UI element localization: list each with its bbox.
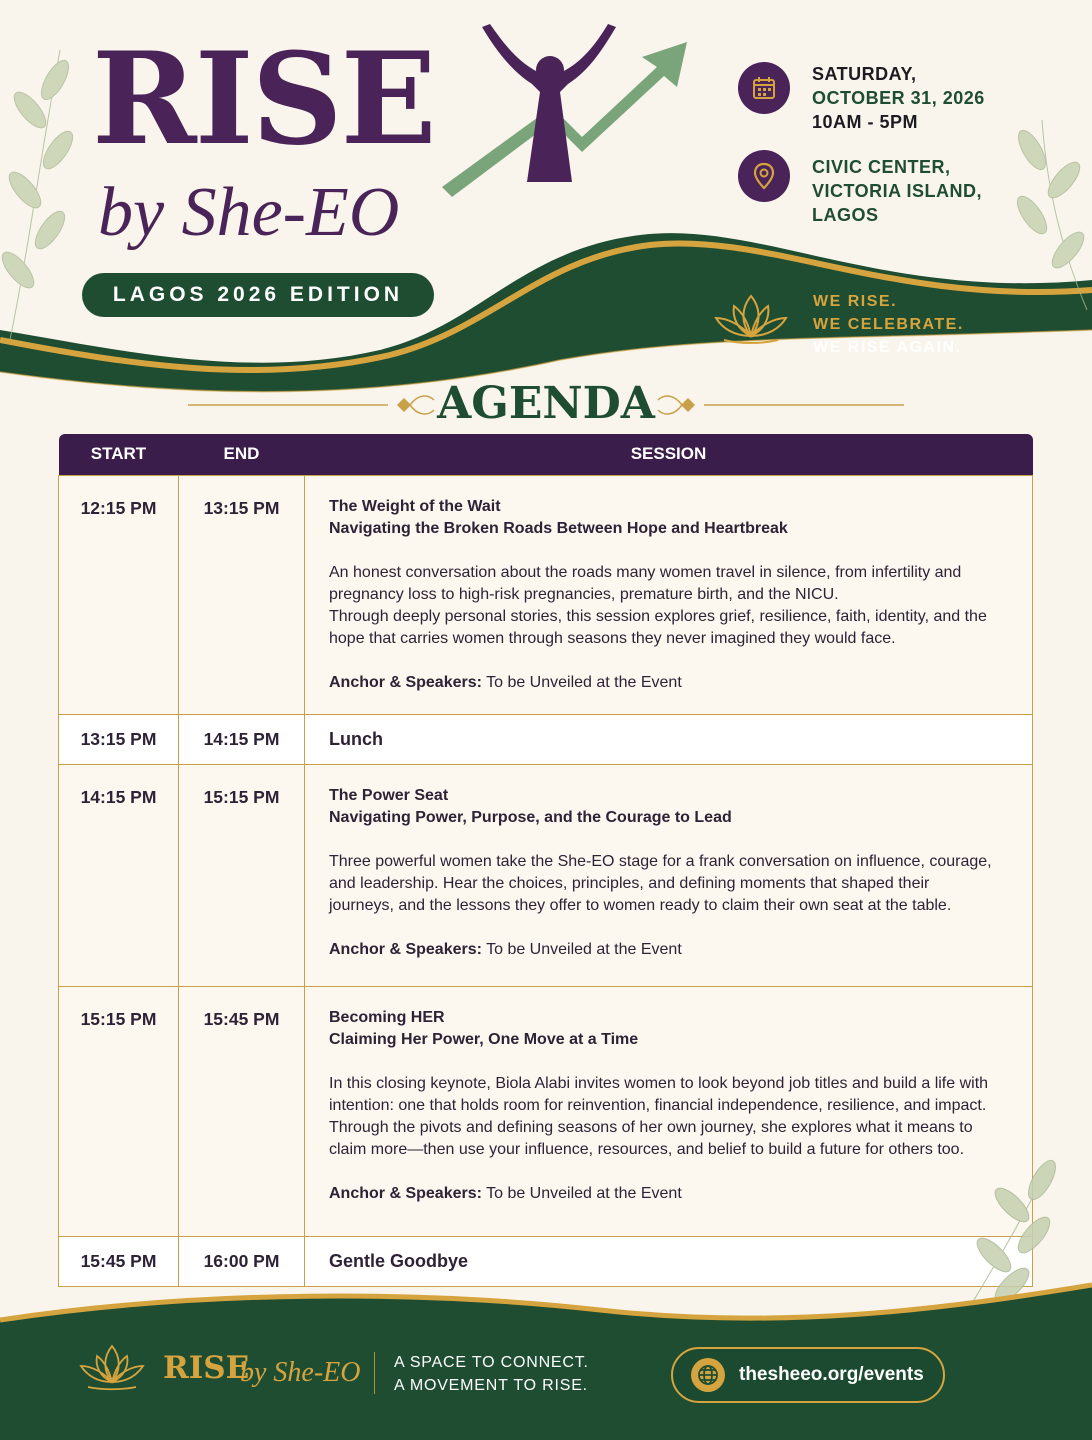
session-description: In this closing keynote, Biola Alabi invites women to look beyond job titles and build a life with intention: one that holds room for reinvention, financial independence, resilience, and impact. Through the pivots and defining seasons of her own journey, she explores what it means to claim more—then use your influence, resources, and belief to build a future for others too. [329,1074,989,1158]
start-time: 15:15 PM [59,986,179,1236]
rising-woman-arrow-icon [432,22,712,202]
session-subtitle: Navigating the Broken Roads Between Hope and Heartbreak [329,519,788,537]
footer-slogan: A SPACE TO CONNECT. A MOVEMENT TO RISE. [394,1354,589,1394]
location-pin-icon [738,150,790,202]
event-venue: CIVIC CENTER, VICTORIA ISLAND, LAGOS [812,157,983,225]
logo-subtitle: by She-EO [98,174,400,251]
end-time: 14:15 PM [179,714,305,764]
globe-icon [691,1358,725,1392]
calendar-icon [738,62,790,114]
end-time: 16:00 PM [179,1236,305,1286]
agenda-header-row [59,434,1033,475]
session-description: An honest conversation about the roads many women travel in silence, from infertility and pregnancy loss to high-risk pregnancies, premature birth, and the NICU. Through deeply personal stories, this session explores grief, resilience, faith, identity, and the hope that carries women through seasons they never imagined they would face. [329,563,987,647]
end-time: 15:45 PM [179,986,305,1236]
session-description: Three powerful women take the She-EO stage for a frank conversation on influence, courage, and leadership. Hear the choices, principles, and defining moments that shaped their journeys, and the lessons they offer to women ready to claim their own seat at the table. [329,852,992,914]
session-title: The Power Seat [329,786,449,804]
session-subtitle: Navigating Power, Purpose, and the Courage to Lead [329,808,732,826]
session-speakers: Anchor & Speakers: To be Unveiled at the Event [329,673,682,691]
footer-brand-subtitle: by She-EO [240,1357,361,1388]
table-row [59,714,1033,764]
session-cell [305,764,1033,986]
table-row [59,764,1033,986]
session-speakers: Anchor & Speakers: To be Unveiled at the Event [329,1184,682,1202]
column-header-start: START [59,434,179,475]
leaf-decoration-right [1002,110,1092,310]
start-time: 15:45 PM [59,1236,179,1286]
tagline: WE RISE. WE CELEBRATE. WE RISE AGAIN. [813,293,964,356]
start-time: 12:15 PM [59,475,179,714]
event-date: SATURDAY, OCTOBER 31, 2026 10AM - 5PM [812,64,985,132]
end-time: 15:15 PM [179,764,305,986]
table-row [59,1236,1033,1286]
table-row [59,986,1033,1236]
leaf-decoration-left [0,40,90,340]
agenda-title: AGENDA [437,378,655,429]
lotus-icon [710,290,792,346]
logo-rise-text: RISE [92,25,435,173]
start-time: 14:15 PM [59,764,179,986]
footer-divider [374,1352,375,1394]
start-time: 13:15 PM [59,714,179,764]
session-title: Becoming HER [329,1008,445,1026]
session-title: Gentle Goodbye [305,1236,1033,1286]
session-title: Lunch [305,714,1033,764]
table-row [59,475,1033,714]
end-time: 13:15 PM [179,475,305,714]
column-header-end: END [179,434,305,475]
session-subtitle: Claiming Her Power, One Move at a Time [329,1030,639,1048]
edition-badge: LAGOS 2026 EDITION [82,273,434,317]
session-cell [305,475,1033,714]
footer-brand: RISE [163,1350,250,1386]
column-header-session: SESSION [305,434,1033,475]
website-url: thesheeo.org/events [739,1364,924,1385]
session-cell [305,986,1033,1236]
footer-lotus-icon [76,1342,148,1392]
agenda-table [58,434,1033,1287]
session-speakers: Anchor & Speakers: To be Unveiled at the Event [329,940,682,958]
website-link[interactable] [671,1347,945,1403]
session-title: The Weight of the Wait [329,497,501,515]
